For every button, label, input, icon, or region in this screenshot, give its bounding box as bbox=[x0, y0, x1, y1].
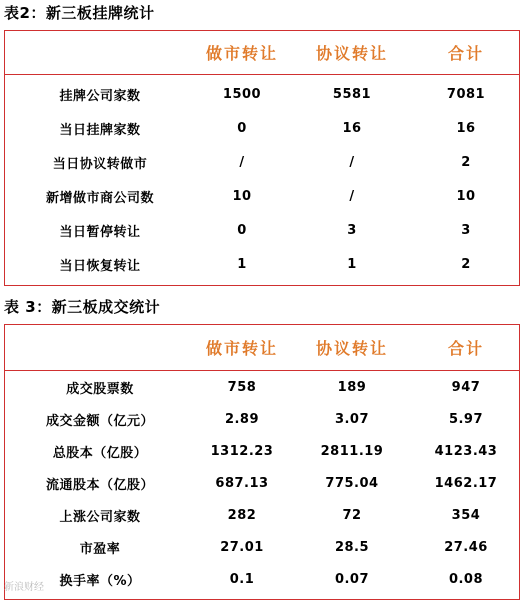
table2-header-agreement: 协议转让 bbox=[315, 339, 388, 358]
cell-total: 4123.43 bbox=[434, 443, 498, 459]
cell-total: 16 bbox=[456, 120, 476, 136]
row-label: 当日协议转做市 bbox=[52, 156, 148, 172]
row-label: 新增做市商公司数 bbox=[45, 190, 154, 206]
row-label: 成交金额（亿元） bbox=[45, 413, 154, 429]
row-label: 上涨公司家数 bbox=[59, 509, 141, 525]
table1-header-agreement: 协议转让 bbox=[315, 44, 388, 63]
cell-market-making: 1500 bbox=[222, 86, 262, 102]
cell-total: 2 bbox=[461, 256, 471, 272]
table2-header-row bbox=[5, 325, 519, 371]
cell-total: 947 bbox=[451, 379, 481, 395]
cell-market-making: / bbox=[239, 154, 245, 170]
table2-caption: 表 3：新三板成交统计 bbox=[4, 298, 161, 316]
trading-stats-table bbox=[4, 324, 520, 600]
listing-stats-table bbox=[4, 30, 520, 286]
cell-total: 354 bbox=[451, 507, 481, 523]
table-row bbox=[5, 111, 519, 145]
row-label: 当日挂牌家数 bbox=[59, 122, 141, 138]
row-label: 挂牌公司家数 bbox=[59, 88, 141, 104]
row-label: 换手率（%） bbox=[59, 573, 141, 589]
cell-market-making: 1 bbox=[237, 256, 247, 272]
watermark-logo: 新浪财经 bbox=[4, 582, 44, 593]
table-row bbox=[5, 371, 519, 403]
cell-agreement: 0.07 bbox=[334, 571, 370, 587]
row-label: 当日恢复转让 bbox=[59, 258, 141, 274]
table1-header-row bbox=[5, 31, 519, 75]
cell-total: 27.46 bbox=[444, 539, 488, 555]
table1-header-market-making: 做市转让 bbox=[205, 44, 278, 63]
cell-agreement: 72 bbox=[342, 507, 362, 523]
cell-agreement: 1 bbox=[347, 256, 357, 272]
cell-market-making: 758 bbox=[227, 379, 257, 395]
cell-agreement: 28.5 bbox=[334, 539, 370, 555]
table-row bbox=[5, 247, 519, 281]
table-row bbox=[5, 499, 519, 531]
cell-total: 3 bbox=[461, 222, 471, 238]
table-row bbox=[5, 467, 519, 499]
cell-agreement: 3.07 bbox=[334, 411, 370, 427]
cell-agreement: 2811.19 bbox=[320, 443, 384, 459]
cell-total: 7081 bbox=[446, 86, 486, 102]
table-row bbox=[5, 77, 519, 111]
table-row bbox=[5, 435, 519, 467]
cell-market-making: 0 bbox=[237, 120, 247, 136]
table-row bbox=[5, 403, 519, 435]
row-label: 成交股票数 bbox=[66, 381, 134, 397]
cell-market-making: 282 bbox=[227, 507, 257, 523]
row-label: 总股本（亿股） bbox=[52, 445, 148, 461]
cell-market-making: 10 bbox=[232, 188, 252, 204]
cell-market-making: 1312.23 bbox=[210, 443, 274, 459]
table-row bbox=[5, 213, 519, 247]
cell-total: 1462.17 bbox=[434, 475, 498, 491]
table2-header-market-making: 做市转让 bbox=[205, 339, 278, 358]
cell-total: 5.97 bbox=[448, 411, 484, 427]
cell-total: 0.08 bbox=[448, 571, 484, 587]
table1-header-total: 合计 bbox=[447, 44, 484, 63]
table-row bbox=[5, 531, 519, 563]
cell-market-making: 687.13 bbox=[215, 475, 269, 491]
table-row bbox=[5, 179, 519, 213]
table-row bbox=[5, 145, 519, 179]
row-label: 市盈率 bbox=[79, 541, 121, 557]
cell-agreement: 775.04 bbox=[325, 475, 379, 491]
cell-agreement: / bbox=[349, 154, 355, 170]
cell-agreement: / bbox=[349, 188, 355, 204]
table2-header-total: 合计 bbox=[447, 339, 484, 358]
cell-market-making: 0 bbox=[237, 222, 247, 238]
cell-agreement: 3 bbox=[347, 222, 357, 238]
cell-market-making: 2.89 bbox=[224, 411, 260, 427]
table1-caption: 表2：新三板挂牌统计 bbox=[4, 4, 155, 22]
cell-market-making: 27.01 bbox=[220, 539, 264, 555]
cell-agreement: 189 bbox=[337, 379, 367, 395]
cell-agreement: 5581 bbox=[332, 86, 372, 102]
table-row bbox=[5, 563, 519, 595]
cell-total: 2 bbox=[461, 154, 471, 170]
cell-total: 10 bbox=[456, 188, 476, 204]
cell-market-making: 0.1 bbox=[229, 571, 255, 587]
cell-agreement: 16 bbox=[342, 120, 362, 136]
row-label: 流通股本（亿股） bbox=[45, 477, 154, 493]
row-label: 当日暂停转让 bbox=[59, 224, 141, 240]
